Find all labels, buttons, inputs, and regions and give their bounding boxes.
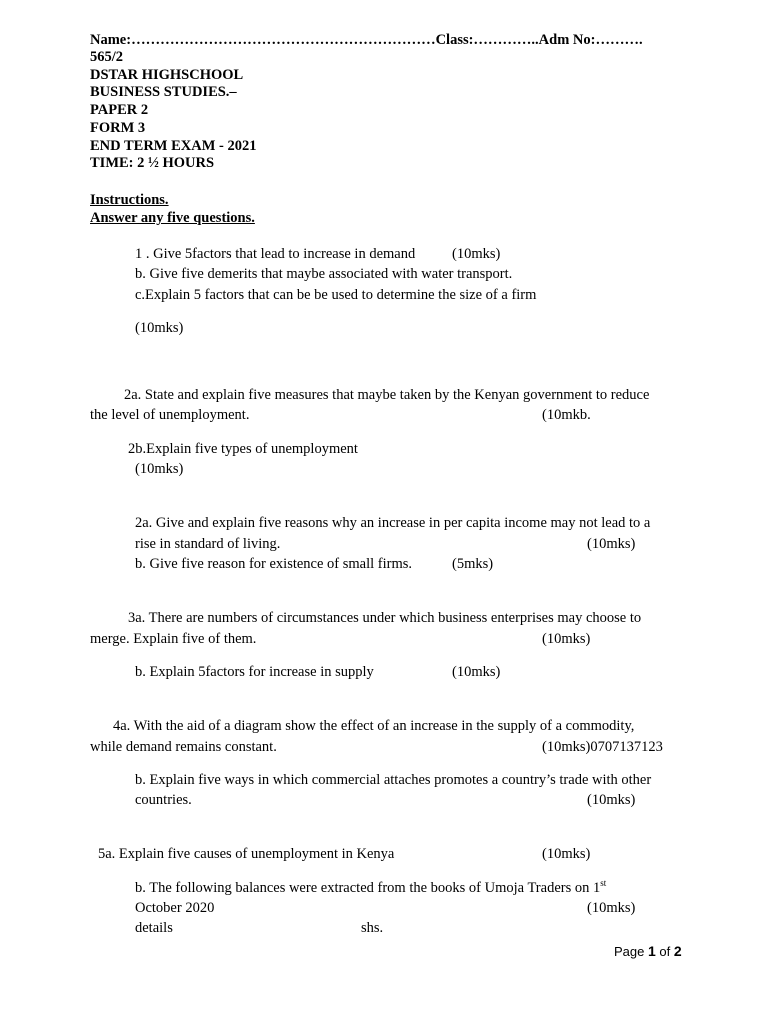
name-class-adm-line: Name:………………………………………………………Class:…………..Adm No:………. (90, 32, 643, 48)
question-2a-alt-marks: (10mks) (587, 536, 636, 552)
page-word: Page (614, 944, 645, 959)
question-2b-marks: (10mks) (135, 461, 184, 477)
question-1c-marks: (10mks) (135, 320, 184, 336)
question-2a-marks: (10mkb. (542, 407, 591, 423)
table-header-shs: shs. (361, 920, 384, 936)
question-1b: b. Give five demerits that maybe associated with water transport. (135, 266, 513, 282)
ordinal-suffix: st (600, 878, 607, 888)
table-header-details: details (135, 920, 173, 936)
question-2a-alt-line2: rise in standard of living. (135, 536, 281, 552)
question-4b-line2: countries. (135, 792, 192, 808)
question-3b: b. Explain 5factors for increase in supply (135, 664, 374, 680)
question-5b-line2: October 2020 (135, 900, 215, 916)
question-5b-line1: b. The following balances were extracted from the books of Umoja Traders on 1st (135, 878, 607, 896)
question-2a-alt-line1: 2a. Give and explain five reasons why an increase in per capita income may not lead to a (135, 515, 651, 531)
question-4a-line1: 4a. With the aid of a diagram show the effect of an increase in the supply of a commodity, (113, 718, 635, 734)
paper-number: PAPER 2 (90, 102, 149, 118)
question-5a-marks: (10mks) (542, 846, 591, 862)
instructions-title: Instructions. (90, 192, 169, 208)
subject-title: BUSINESS STUDIES.– (90, 84, 237, 100)
form-level: FORM 3 (90, 120, 146, 136)
exam-time: TIME: 2 ½ HOURS (90, 155, 215, 171)
instructions-text: Answer any five questions. (90, 210, 255, 226)
question-1a: 1 . Give 5factors that lead to increase in demand (135, 246, 416, 262)
school-name: DSTAR HIGHSCHOOL (90, 67, 244, 83)
question-4b-line1: b. Explain five ways in which commercial attaches promotes a country’s trade with other (135, 772, 652, 788)
question-2a-line1: 2a. State and explain five measures that maybe taken by the Kenyan government to reduce (124, 387, 650, 403)
question-1c: c.Explain 5 factors that can be be used to determine the size of a firm (135, 287, 537, 303)
question-5a: 5a. Explain five causes of unemployment in Kenya (98, 846, 395, 862)
question-2a-line2: the level of unemployment. (90, 407, 250, 423)
question-4a-line2: while demand remains constant. (90, 739, 277, 755)
question-3a-line2: merge. Explain five of them. (90, 631, 257, 647)
page-number: 1 (648, 943, 656, 959)
question-2b-alt-marks: (5mks) (452, 556, 494, 572)
question-3b-marks: (10mks) (452, 664, 501, 680)
of-word: of (659, 944, 671, 959)
question-1a-marks: (10mks) (452, 246, 501, 262)
question-3a-marks: (10mks) (542, 631, 591, 647)
page-total: 2 (673, 943, 682, 959)
question-4b-marks: (10mks) (587, 792, 636, 808)
question-5b-marks: (10mks) (587, 900, 636, 916)
question-4a-marks: (10mks)0707137123 (542, 739, 663, 755)
question-3a-line1: 3a. There are numbers of circumstances under which business enterprises may choose to (128, 610, 642, 626)
page-footer (614, 941, 682, 962)
exam-title: END TERM EXAM - 2021 (90, 138, 257, 154)
paper-code: 565/2 (90, 49, 124, 65)
question-2b-alt: b. Give five reason for existence of small firms. (135, 556, 413, 572)
question-2b: 2b.Explain five types of unemployment (128, 441, 358, 457)
